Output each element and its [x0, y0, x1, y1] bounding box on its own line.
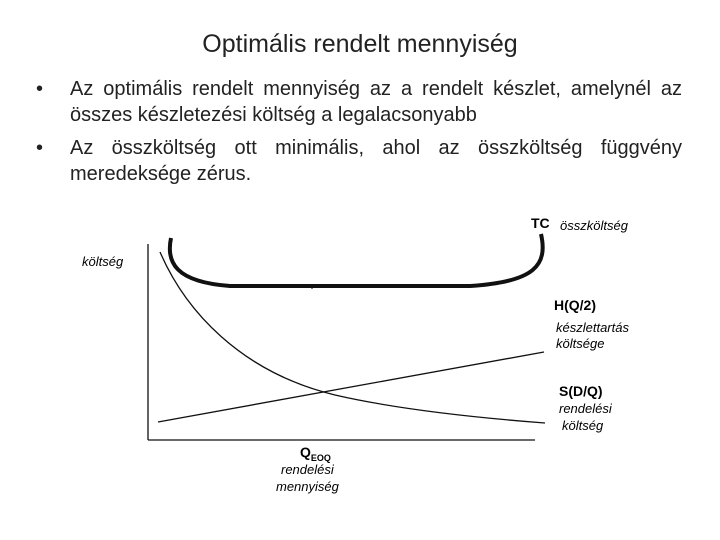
tc-label: összköltség: [560, 218, 628, 233]
eoq-q: Q: [300, 444, 311, 460]
bullet-dot: •: [36, 78, 44, 100]
eoq-label-line2: mennyiség: [276, 479, 339, 494]
ordering-label-line2: költség: [562, 418, 604, 433]
page-title: Optimális rendelt mennyiség: [202, 30, 518, 58]
eoq-subscript: EOQ: [310, 453, 331, 463]
ordering-label-line1: rendelési: [559, 401, 612, 416]
bullet-text: Az összköltség ott minimális, ahol az összköltség függvény meredeksége zérus.: [70, 137, 682, 185]
holding-symbol: H(Q/2): [554, 297, 596, 313]
eoq-label-line1: rendelési: [281, 462, 334, 477]
tc-symbol: TC: [531, 215, 550, 231]
ordering-cost-curve: [160, 252, 545, 423]
bullet-dot: •: [36, 137, 44, 159]
eoq-symbol: [300, 444, 331, 463]
holding-label-line2: költsége: [556, 336, 605, 351]
holding-cost-line: [158, 352, 544, 422]
total-cost-curve: [170, 234, 543, 286]
bullet-text: Az optimális rendelt mennyiség az a rendelt készlet, amelynél az összes készletezési költség a legalacsonyabb: [70, 78, 682, 126]
holding-label-line1: készlettartás: [556, 320, 629, 335]
ordering-symbol: S(D/Q): [559, 383, 603, 399]
y-axis-label: költség: [82, 254, 124, 269]
